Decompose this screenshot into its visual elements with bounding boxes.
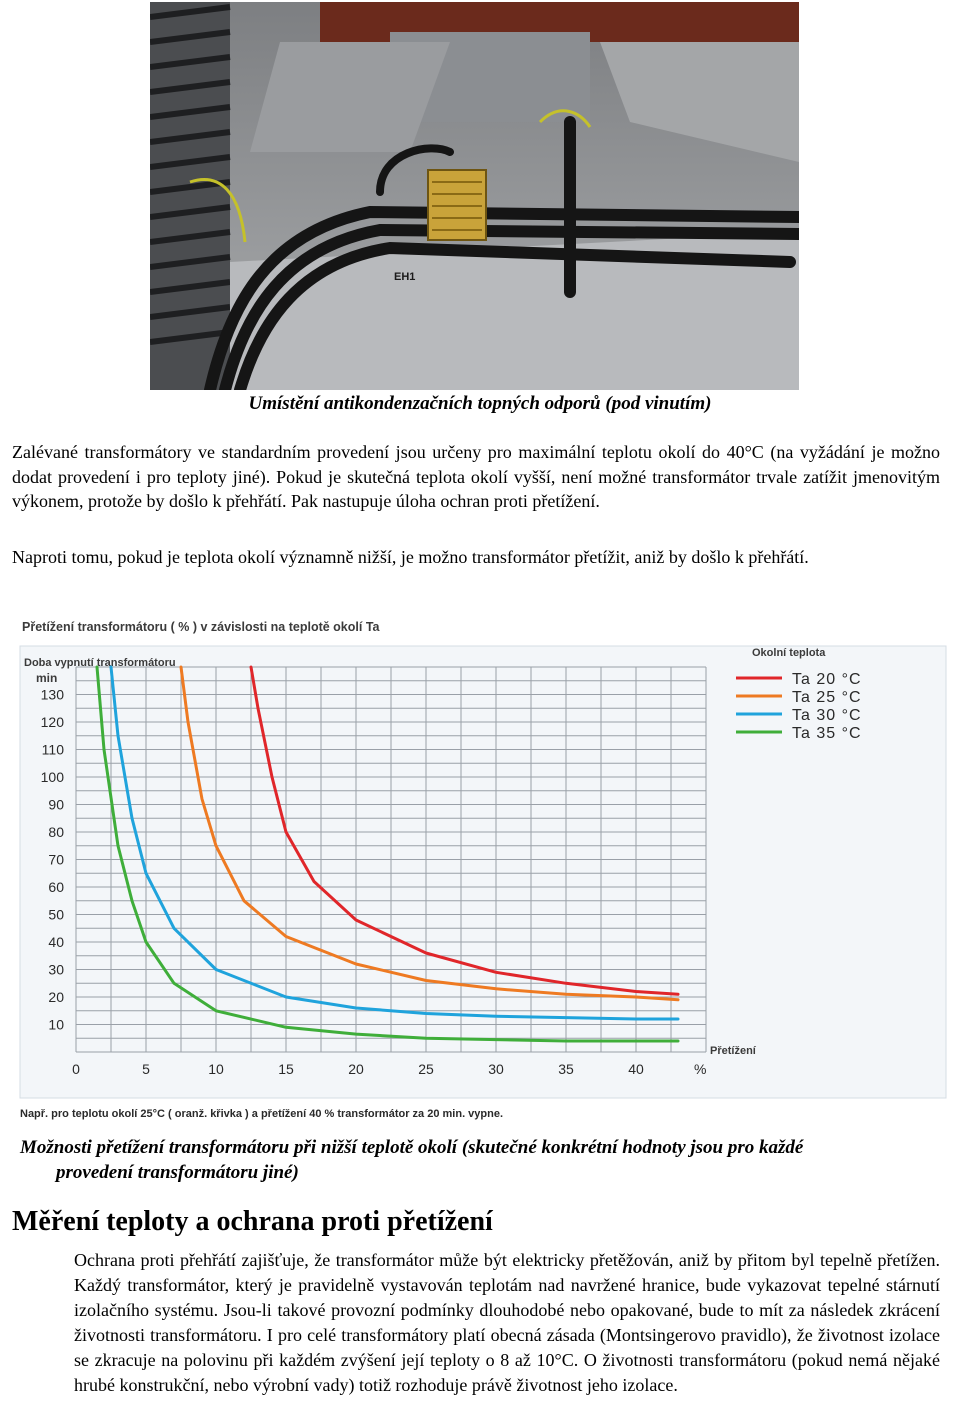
- x-tick-label: 0: [72, 1061, 80, 1077]
- intro-paragraph-part2: Naproti tomu, pokud je teplota okolí významně nižší, je možno transformátor přetížit, aniž by došlo k přehřátí.: [12, 547, 809, 567]
- section-paragraph: [12, 1248, 940, 1398]
- y-tick-label: 50: [48, 906, 64, 923]
- overload-chart: [16, 612, 950, 1126]
- y-tick-label: 120: [40, 714, 64, 730]
- x-axis-unit: %: [694, 1061, 707, 1077]
- heater-photo-illustration: [150, 2, 799, 390]
- chart-caption-line1: Možnosti přetížení transformátoru při nižší teplotě okolí (skutečné konkrétní hodnoty jsou pro každé: [20, 1137, 804, 1158]
- y-tick-label: 60: [48, 879, 64, 895]
- y-tick-label: 110: [41, 741, 64, 758]
- section-paragraph-text: Ochrana proti přehřátí zajišťuje, že transformátor může být elektricky přetěžován, aniž by přitom byl tepelně přetížen. Každý transformátor, který je pravidelně vystavován teplotám nad navržené hranice, bude vykazovat tepelné stárnutí izolačního systému. Jsou-li takové provozní podmínky dlouhodobé nebo opakované, bude to mít za následek zkrácení životnosti transformátoru. I pro celé transformátory platí obecná zásada (Montsingerovo pravidlo), že životnost izolace se zkracuje na polovinu při každém zvýšení její teploty o 8 až 10°C. O životnosti transformátoru (pokud nemá nějaké hrubé konstrukční, nebo výrobní vady) totiž rozhoduje právě životnost jeho izolace.: [74, 1250, 940, 1395]
- legend-label: Ta 35 °C: [792, 725, 862, 742]
- y-tick-label: 90: [48, 796, 64, 813]
- photo-caption: Umístění antikondenzačních topných odporů (pod vinutím): [248, 393, 712, 414]
- photo-label: EH1: [394, 271, 416, 283]
- y-tick-label: 10: [48, 1016, 64, 1033]
- y-tick-label: 130: [40, 686, 64, 703]
- y-axis-unit: min: [36, 671, 58, 685]
- chart-title: Přetížení transformátoru ( % ) v závislosti na teplotě okolí Ta: [22, 620, 380, 634]
- y-tick-label: 40: [48, 934, 64, 950]
- y-tick-label: 20: [48, 989, 64, 1005]
- louvre-grille: [150, 2, 230, 390]
- x-tick-label: 35: [558, 1061, 574, 1077]
- x-tick-label: 10: [208, 1061, 224, 1077]
- legend-label: Ta 20 °C: [792, 671, 862, 688]
- y-axis-label: Doba vypnutí transformátoru: [24, 657, 176, 669]
- heater-icon: [428, 170, 486, 240]
- y-tick-label: 80: [48, 824, 64, 840]
- x-tick-label: 15: [278, 1061, 294, 1077]
- legend-title: Okolní teplota: [752, 647, 826, 659]
- chart-caption-line2: provedení transformátoru jiné): [56, 1162, 299, 1183]
- chart-caption: [20, 1135, 940, 1185]
- intro-paragraph-part1: Zalévané transformátory ve standardním provedení jsou určeny pro maximální teplotu okolí do 40°C (na vyžádání je možno dodat provedení i pro teploty jiné). Pokud je skutečná teplota okolí vyšší, není možné transformátor trvale zatížit jmenovitým výkonem, protože by došlo k přehřátí. Pak nastupuje úloha ochran proti přetížení.: [12, 442, 940, 511]
- section-heading: Měření teploty a ochrana proti přetížení: [12, 1206, 493, 1237]
- transformer-photo: [150, 2, 799, 390]
- y-tick-label: 70: [48, 851, 64, 868]
- x-tick-label: 5: [142, 1061, 150, 1077]
- legend-label: Ta 30 °C: [792, 707, 862, 724]
- legend-label: Ta 25 °C: [792, 689, 862, 706]
- y-tick-label: 100: [40, 769, 64, 785]
- x-tick-label: 30: [488, 1061, 504, 1077]
- chart-footnote: Např. pro teplotu okolí 25°C ( oranž. křivka ) a přetížení 40 % transformátor za 20 min. vypne.: [20, 1108, 504, 1120]
- x-tick-label: 20: [348, 1061, 364, 1077]
- intro-paragraph-2: [12, 545, 940, 570]
- x-axis-label: Přetížení: [710, 1045, 756, 1057]
- x-tick-label: 25: [418, 1061, 434, 1077]
- x-tick-label: 40: [628, 1061, 644, 1077]
- overload-chart-svg: [16, 612, 950, 1126]
- y-tick-label: 30: [48, 961, 64, 978]
- intro-paragraph: [12, 440, 940, 514]
